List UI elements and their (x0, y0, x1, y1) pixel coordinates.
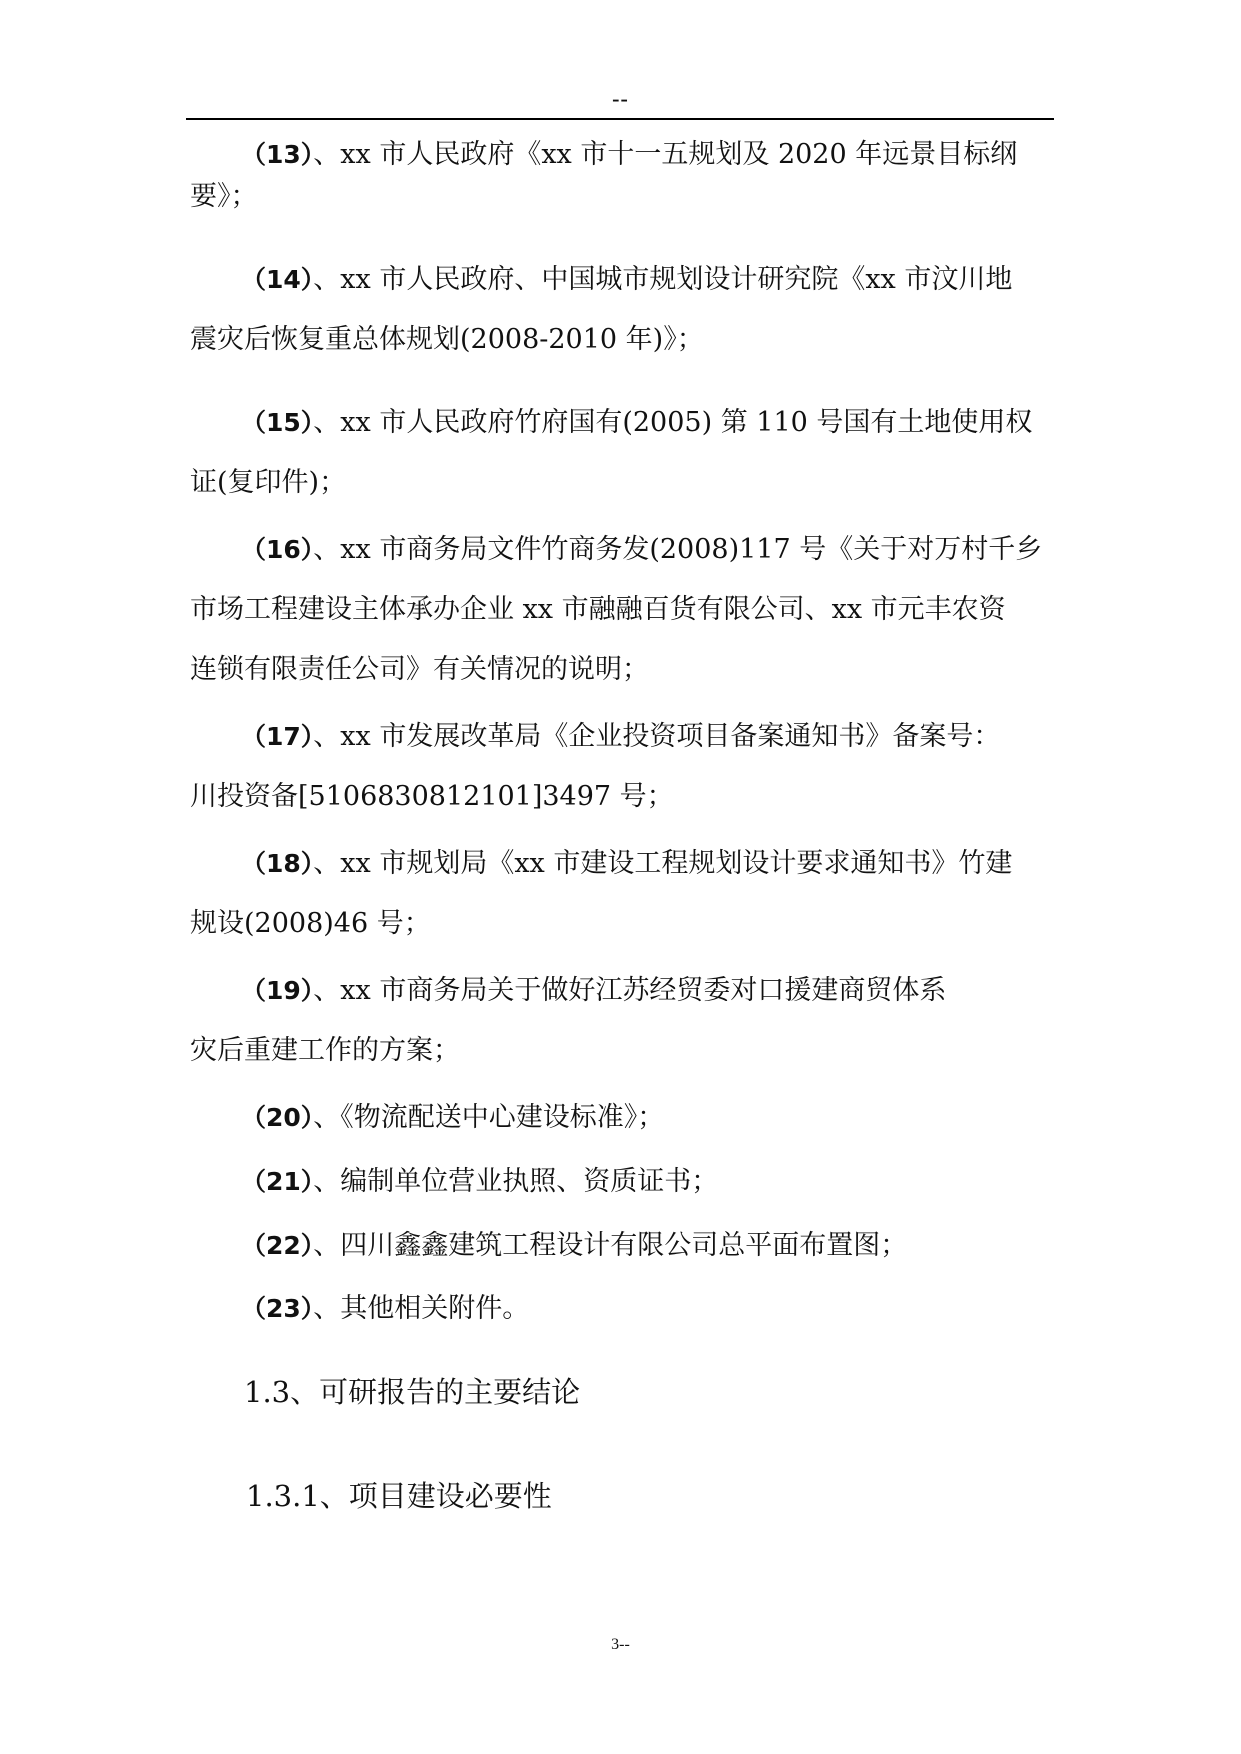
list-item (241, 260, 1012, 300)
item-text: 、xx 市人民政府《xx 市十一五规划及 2020 年远景目标纲 (313, 139, 1018, 170)
list-item (241, 717, 1000, 757)
item-text: 、四川鑫鑫建筑工程设计有限公司总平面布置图； (313, 1230, 908, 1261)
item-text: 、xx 市商务局关于做好江苏经贸委对口援建商贸体系 (313, 975, 947, 1006)
item-number: （23） (241, 1294, 314, 1323)
item-text: 、xx 市人民政府、中国城市规划设计研究院《xx 市汶川地 (313, 264, 1013, 295)
item-text: 、xx 市发展改革局《企业投资项目备案通知书》备案号： (313, 721, 1001, 752)
list-item (241, 971, 946, 1011)
item-text-continued: 震灾后恢复重总体规划(2008-2010 年)》； (190, 324, 704, 355)
item-text-continued: 灾后重建工作的方案； (190, 1035, 460, 1066)
item-number: （20） (241, 1103, 314, 1132)
item-text: 、xx 市规划局《xx 市建设工程规划设计要求通知书》竹建 (313, 848, 1013, 879)
list-item (241, 530, 1042, 570)
list-item (241, 844, 1012, 884)
header-rule (186, 118, 1054, 120)
item-number: （15） (241, 408, 314, 437)
item-text-continued: 规设(2008)46 号； (190, 908, 431, 939)
item-text-continued: 证(复印件)； (190, 467, 347, 498)
item-number: （21） (241, 1167, 314, 1196)
item-number: （19） (241, 976, 314, 1005)
item-text: 、xx 市人民政府竹府国有(2005) 第 110 号国有土地使用权 (313, 407, 1033, 438)
list-item (241, 1289, 529, 1329)
item-number: （22） (241, 1231, 314, 1260)
item-text: 、《物流配送中心建设标准》； (313, 1102, 665, 1133)
item-text: 、xx 市商务局文件竹商务发(2008)117 号《关于对万村千乡 (313, 534, 1043, 565)
item-number: （14） (241, 265, 314, 294)
section-heading-1-3-1: 1.3.1、项目建设必要性 (246, 1479, 552, 1513)
item-number: （16） (241, 535, 314, 564)
item-number: （13） (241, 140, 314, 169)
section-heading-1-3: 1.3、可研报告的主要结论 (244, 1375, 581, 1409)
list-item (241, 1098, 664, 1138)
item-number: （17） (241, 722, 314, 751)
item-text-continued: 市场工程建设主体承办企业 xx 市融融百货有限公司、xx 市元丰农资 (190, 594, 1006, 625)
item-number: （18） (241, 849, 314, 878)
item-text: 、编制单位营业执照、资质证书； (313, 1166, 719, 1197)
list-item (241, 135, 1017, 175)
item-text: 、其他相关附件。 (313, 1293, 530, 1324)
list-item (241, 403, 1032, 443)
list-item (241, 1226, 907, 1266)
list-item (241, 1162, 718, 1202)
item-text-continued: 连锁有限责任公司》有关情况的说明； (190, 654, 649, 685)
header-mark: -- (612, 86, 629, 111)
item-text-continued: 要》； (190, 181, 258, 212)
item-text-continued: 川投资备[5106830812101]3497 号； (190, 781, 674, 812)
page-number: 3-- (611, 1636, 630, 1653)
